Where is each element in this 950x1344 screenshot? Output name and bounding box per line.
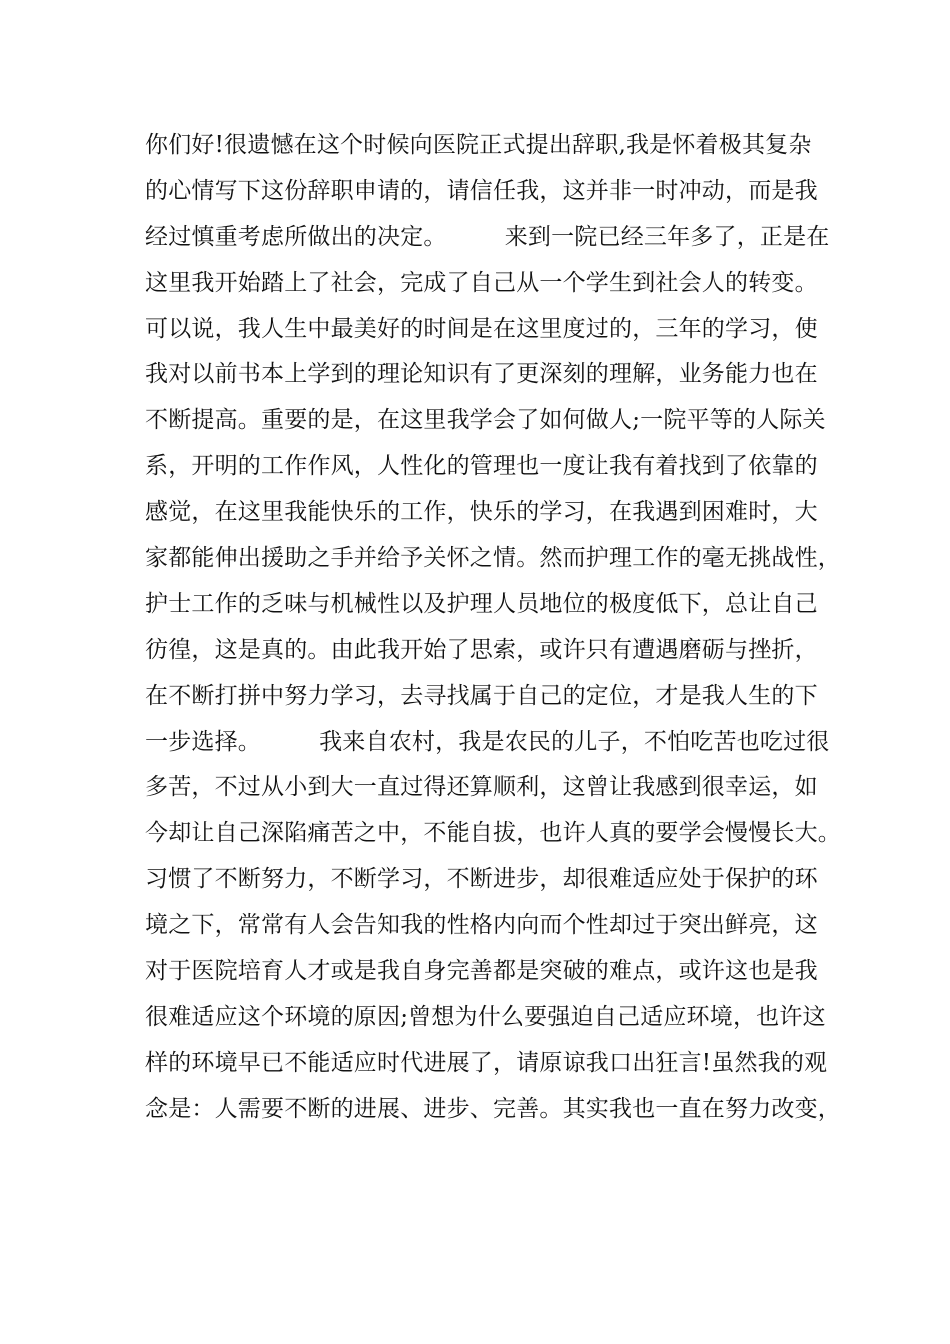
text-line: 可以说，我人生中最美好的时间是在这里度过的，三年的学习，使 bbox=[145, 315, 818, 342]
text-line: 经过慎重考虑所做出的决定。 来到一院已经三年多了，正是在 bbox=[145, 223, 830, 250]
text-line: 念是：人需要不断的进展、进步、完善。其实我也一直在努力改变， bbox=[145, 1095, 841, 1122]
text-line: 在不断打拼中努力学习，去寻找属于自己的定位，才是我人生的下 bbox=[145, 682, 818, 709]
text-line: 护士工作的乏味与机械性以及护理人员地位的极度低下，总让自己 bbox=[145, 590, 818, 617]
text-line: 这里我开始踏上了社会，完成了自己从一个学生到社会人的转变。 bbox=[145, 269, 818, 296]
text-line: 系，开明的工作作风，人性化的管理也一度让我有着找到了依靠的 bbox=[145, 453, 818, 480]
text-line: 不断提高。重要的是，在这里我学会了如何做人;一院平等的人际关 bbox=[145, 407, 826, 434]
body-text bbox=[145, 126, 841, 1136]
text-line: 样的环境早已不能适应时代进展了，请原谅我口出狂言!虽然我的观 bbox=[145, 1049, 828, 1076]
text-line: 彷徨，这是真的。由此我开始了思索，或许只有遭遇磨砺与挫折， bbox=[145, 636, 818, 663]
text-line: 你们好!很遗憾在这个时候向医院正式提出辞职,我是怀着极其复杂 bbox=[145, 132, 812, 158]
text-line: 今却让自己深陷痛苦之中，不能自拔，也许人真的要学会慢慢长大。 bbox=[145, 820, 841, 847]
text-line: 多苦，不过从小到大一直过得还算顺利，这曾让我感到很幸运，如 bbox=[145, 774, 818, 801]
text-line: 很难适应这个环境的原因;曾想为什么要强迫自己适应环境，也许这 bbox=[145, 1003, 826, 1030]
text-line: 家都能伸出援助之手并给予关怀之情。然而护理工作的毫无挑战性， bbox=[145, 545, 841, 572]
text-line: 我对以前书本上学到的理论知识有了更深刻的理解，业务能力也在 bbox=[145, 361, 818, 388]
text-line: 习惯了不断努力，不断学习，不断进步，却很难适应处于保护的环 bbox=[145, 866, 818, 893]
text-line: 一步选择。 我来自农村，我是农民的儿子，不怕吃苦也吃过很 bbox=[145, 728, 830, 755]
text-line: 的心情写下这份辞职申请的，请信任我，这并非一时冲动，而是我 bbox=[145, 177, 818, 204]
text-line: 对于医院培育人才或是我自身完善都是突破的难点，或许这也是我 bbox=[145, 958, 818, 985]
text-line: 感觉，在这里我能快乐的工作，快乐的学习，在我遇到困难时，大 bbox=[145, 499, 818, 526]
text-line: 境之下，常常有人会告知我的性格内向而个性却过于突出鲜亮，这 bbox=[145, 912, 818, 939]
